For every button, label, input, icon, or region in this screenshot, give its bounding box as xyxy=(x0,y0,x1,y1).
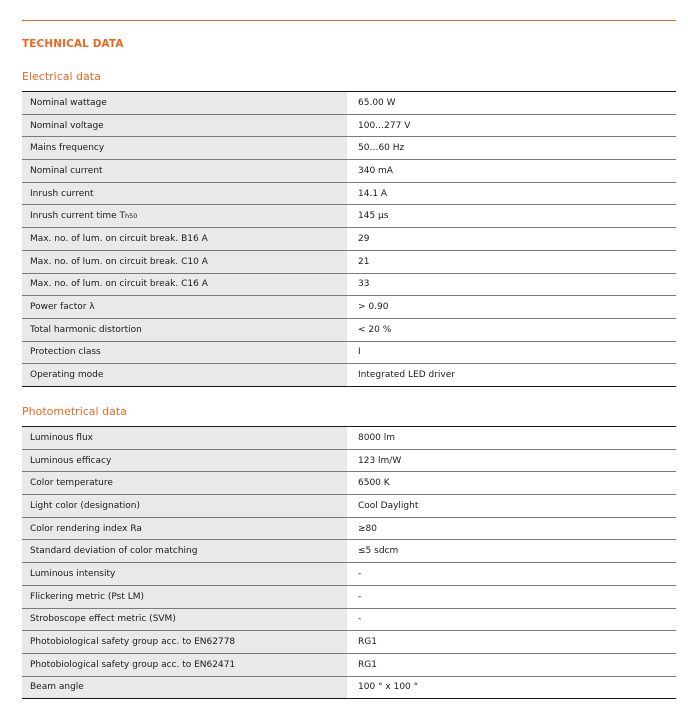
row-label: Inrush current xyxy=(22,183,348,205)
row-value: Integrated LED driver xyxy=(348,364,676,386)
photometrical-data-table xyxy=(22,426,676,699)
row-value: > 0.90 xyxy=(348,296,676,318)
row-label: Photobiological safety group acc. to EN62471 xyxy=(22,654,348,676)
row-value: 100…277 V xyxy=(348,115,676,137)
row-value: 123 lm/W xyxy=(348,450,676,472)
table-row xyxy=(22,450,676,473)
row-label: Mains frequency xyxy=(22,137,348,159)
electrical-data-table xyxy=(22,91,676,387)
table-row xyxy=(22,631,676,654)
row-value: I xyxy=(348,342,676,364)
table-row xyxy=(22,296,676,319)
row-label: Luminous flux xyxy=(22,427,348,449)
row-label-text: Inrush current time T xyxy=(30,211,126,222)
row-value: ≤5 sdcm xyxy=(348,540,676,562)
row-value: 33 xyxy=(348,274,676,296)
table-row xyxy=(22,495,676,518)
table-row xyxy=(22,274,676,297)
row-label: Light color (designation) xyxy=(22,495,348,517)
row-value: RG1 xyxy=(348,654,676,676)
table-row xyxy=(22,563,676,586)
table-row xyxy=(22,654,676,677)
row-value: 100 ° x 100 ° xyxy=(348,677,676,699)
row-value: 21 xyxy=(348,251,676,273)
photometrical-section-title: Photometrical data xyxy=(22,405,127,418)
table-row xyxy=(22,319,676,342)
row-label-subscript: h50 xyxy=(125,212,138,221)
row-label: Max. no. of lum. on circuit break. B16 A xyxy=(22,228,348,250)
row-value: - xyxy=(348,609,676,631)
table-row xyxy=(22,228,676,251)
row-label: Luminous efficacy xyxy=(22,450,348,472)
table-row xyxy=(22,342,676,365)
table-row xyxy=(22,609,676,632)
row-label: Flickering metric (Pst LM) xyxy=(22,586,348,608)
row-value: < 20 % xyxy=(348,319,676,341)
row-value: 340 mA xyxy=(348,160,676,182)
table-row xyxy=(22,137,676,160)
table-row xyxy=(22,251,676,274)
row-value: 65.00 W xyxy=(348,92,676,114)
row-label: Total harmonic distortion xyxy=(22,319,348,341)
row-label: Photobiological safety group acc. to EN62778 xyxy=(22,631,348,653)
row-label: Protection class xyxy=(22,342,348,364)
table-row xyxy=(22,677,676,700)
row-value: Cool Daylight xyxy=(348,495,676,517)
table-row xyxy=(22,427,676,450)
row-label: Power factor λ xyxy=(22,296,348,318)
row-value: ≥80 xyxy=(348,518,676,540)
table-row xyxy=(22,586,676,609)
row-label: Color temperature xyxy=(22,472,348,494)
row-value: 50…60 Hz xyxy=(348,137,676,159)
row-label: Nominal voltage xyxy=(22,115,348,137)
row-value: - xyxy=(348,563,676,585)
electrical-section-title: Electrical data xyxy=(22,70,101,83)
table-row xyxy=(22,92,676,115)
row-value: - xyxy=(348,586,676,608)
row-value: 8000 lm xyxy=(348,427,676,449)
table-row xyxy=(22,115,676,138)
row-value: RG1 xyxy=(348,631,676,653)
row-value: 14.1 A xyxy=(348,183,676,205)
row-label: Color rendering index Ra xyxy=(22,518,348,540)
row-value: 145 µs xyxy=(348,205,676,227)
row-label xyxy=(22,205,348,227)
table-row xyxy=(22,364,676,387)
row-label: Beam angle xyxy=(22,677,348,699)
table-row xyxy=(22,540,676,563)
top-divider xyxy=(22,20,676,21)
table-row xyxy=(22,205,676,228)
table-row xyxy=(22,518,676,541)
row-label: Nominal wattage xyxy=(22,92,348,114)
row-value: 29 xyxy=(348,228,676,250)
row-label: Stroboscope effect metric (SVM) xyxy=(22,609,348,631)
table-row xyxy=(22,472,676,495)
row-value: 6500 K xyxy=(348,472,676,494)
row-label: Operating mode xyxy=(22,364,348,386)
row-label: Max. no. of lum. on circuit break. C10 A xyxy=(22,251,348,273)
row-label: Max. no. of lum. on circuit break. C16 A xyxy=(22,274,348,296)
row-label: Luminous intensity xyxy=(22,563,348,585)
row-label: Standard deviation of color matching xyxy=(22,540,348,562)
page-title: TECHNICAL DATA xyxy=(22,38,124,50)
table-row xyxy=(22,160,676,183)
table-row xyxy=(22,183,676,206)
row-label: Nominal current xyxy=(22,160,348,182)
